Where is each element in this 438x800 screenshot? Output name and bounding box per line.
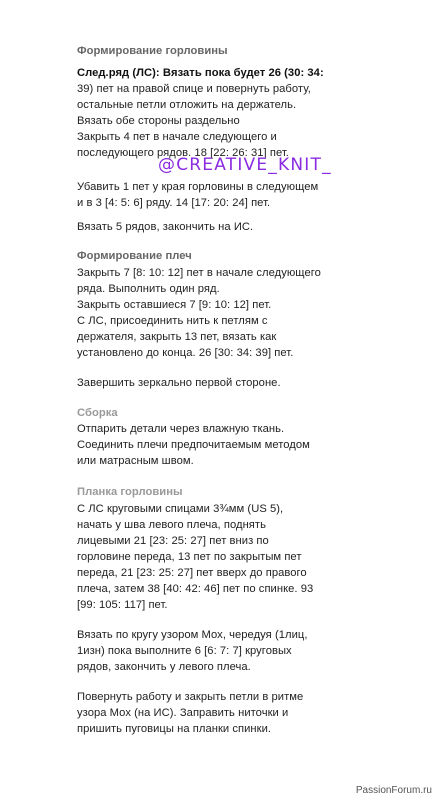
neckband-line-13: пришить пуговицы на планки спинки. xyxy=(77,723,272,735)
neckline-line-1: След.ряд (ЛС): Вязать пока будет 26 (30: 34: xyxy=(77,67,324,79)
neckline-line-6: последующего рядов. 18 [22: 26: 31] пет. xyxy=(77,147,289,159)
shoulder-line-6: установлено до конца. 26 [30: 34: 39] пет. xyxy=(77,347,294,359)
neckband-line-1: С ЛС круговыми спицами 3¾мм (US 5), xyxy=(77,503,284,515)
neckband-line-8: Вязать по кругу узором Мох, чередуя (1лиц, xyxy=(77,629,308,641)
neckband-line-2: начать у шва левого плеча, поднять xyxy=(77,519,266,531)
shoulder-line-5: держателя, закрыть 13 пет, вязать как xyxy=(77,331,277,343)
assembly-heading: Сборка xyxy=(77,407,118,419)
neckline-line-9: Вязать 5 рядов, закончить на ИС. xyxy=(77,221,254,233)
creator-watermark: @CREATIVE_KNIT_ xyxy=(158,155,332,175)
shoulder-line-3: Закрыть оставшиеся 7 [9: 10: 12] пет. xyxy=(77,299,272,311)
neckband-heading: Планка горловины xyxy=(77,486,183,498)
neckline-heading: Формирование горловины xyxy=(77,45,228,57)
neckline-line-2: 39) пет на правой спице и повернуть работу, xyxy=(77,83,311,95)
site-watermark: PassionForum.ru xyxy=(355,785,432,796)
neckband-line-12: узора Мох (на ИС). Заправить ниточки и xyxy=(77,707,289,719)
assembly-line-1: Отпарить детали через влажную ткань. xyxy=(77,423,285,435)
neckband-line-10: рядов, закончить у левого плеча. xyxy=(77,661,251,673)
neckband-line-11: Повернуть работу и закрыть петли в ритме xyxy=(77,691,304,703)
neckline-line-7: Убавить 1 пет у края горловины в следующем xyxy=(77,181,319,193)
neckband-line-7: [99: 105: 117] пет. xyxy=(77,599,168,611)
neckband-line-4: горловине переда, 13 пет по закрытым пет xyxy=(77,551,302,563)
neckline-line-5: Закрыть 4 пет в начале следующего и xyxy=(77,131,277,143)
neckline-line-4: Вязать обе стороны раздельно xyxy=(77,115,240,127)
shoulder-line-2: ряда. Выполнить один ряд. xyxy=(77,283,220,295)
neckband-line-3: лицевыми 21 [23: 25: 27] пет вниз по xyxy=(77,535,269,547)
assembly-line-2: Соединить плечи предпочитаемым методом xyxy=(77,439,310,451)
neckline-line-3: остальные петли отложить на держатель. xyxy=(77,99,297,111)
neckband-line-9: 1изн) пока выполните 6 [6: 7: 7] круговых xyxy=(77,645,292,657)
neckband-line-6: плеча, затем 38 [40: 42: 46] пет по спинке. 93 xyxy=(77,583,314,595)
shoulder-line-1: Закрыть 7 [8: 10: 12] пет в начале следующего xyxy=(77,267,321,279)
shoulder-line-4: С ЛС, присоединить нить к петлям с xyxy=(77,315,268,327)
assembly-line-3: или матрасным швом. xyxy=(77,455,194,467)
shoulder-heading: Формирование плеч xyxy=(77,250,192,262)
neckline-line-8: и в 3 [4: 5: 6] ряду. 14 [17: 20: 24] пет. xyxy=(77,197,271,209)
shoulder-line-7: Завершить зеркально первой стороне. xyxy=(77,377,281,389)
neckband-line-5: переда, 21 [23: 25: 27] пет вверх до правого xyxy=(77,567,307,579)
